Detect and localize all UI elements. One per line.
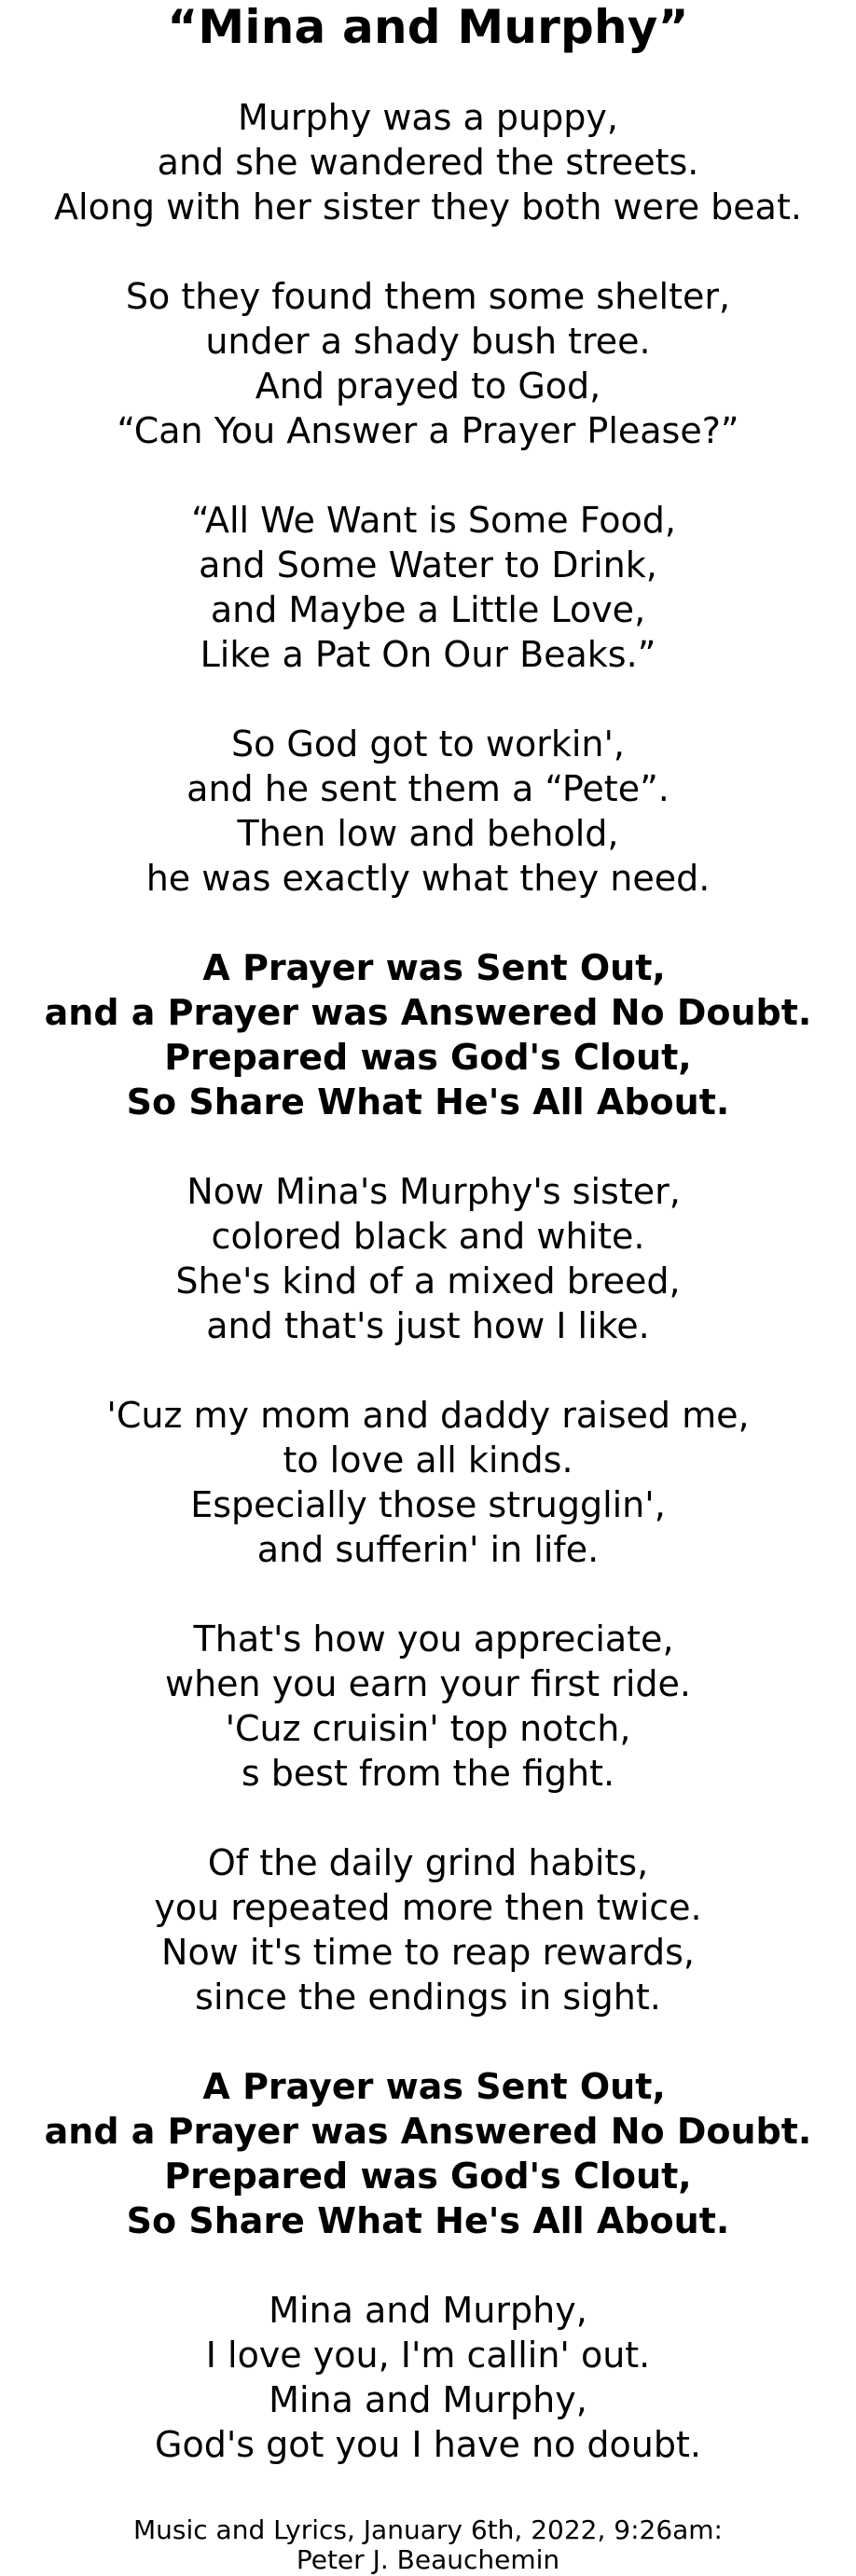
lyric-line: Especially those strugglin', [190, 1484, 666, 1525]
lyric-line: you repeated more then twice. [154, 1887, 702, 1928]
lyric-line: and a Prayer was Answered No Doubt. [44, 992, 812, 1033]
credits [0, 2515, 856, 2575]
verse-stanza [0, 722, 856, 901]
lyric-line: and sufferin' in life. [256, 1529, 600, 1570]
verse-stanza [0, 1617, 856, 1796]
credits-line-date: Music and Lyrics, January 6th, 2022, 9:26am: [132, 2514, 723, 2545]
lyric-line: Now it's time to reap rewards, [161, 1932, 695, 1973]
verse-stanza [0, 1169, 856, 1348]
lyric-line: s best from the fight. [241, 1753, 615, 1794]
lyric-line: Murphy was a puppy, [238, 97, 618, 138]
lyric-line: God's got you I have no doubt. [155, 2424, 701, 2465]
lyric-line: and she wandered the streets. [157, 142, 699, 183]
verse-stanza [0, 95, 856, 229]
verse-stanza [0, 274, 856, 453]
lyric-line: Now Mina's Murphy's sister, [175, 1171, 681, 1212]
lyric-line: colored black and white. [211, 1216, 645, 1257]
lyric-line: And prayed to God, [255, 365, 601, 406]
verse-stanza [0, 1393, 856, 1572]
lyric-line: I love you, I'm callin' out. [205, 2335, 651, 2376]
lyric-line: So Share What He's All About. [126, 2200, 730, 2241]
lyric-line: and that's just how I like. [206, 1305, 650, 1346]
credits-line-author: Peter J. Beauchemin [296, 2544, 560, 2575]
lyric-line: and a Prayer was Answered No Doubt. [44, 2111, 812, 2152]
lyric-line: So God got to workin', [230, 723, 626, 765]
lyric-line: Mina and Murphy, [269, 2290, 587, 2331]
lyric-line: “Can You Answer a Prayer Please?” [117, 410, 739, 451]
song-title: “Mina and Murphy” [167, 0, 689, 54]
lyric-line: A Prayer was Sent Out, [190, 947, 666, 988]
lyric-line: A Prayer was Sent Out, [190, 2066, 666, 2107]
verse-stanza [0, 498, 856, 677]
lyric-line: That's how you appreciate, [182, 1619, 674, 1660]
lyric-line: since the endings in sight. [195, 1977, 661, 2018]
lyric-line: Along with her sister they both were beat. [54, 186, 802, 227]
lyric-line: Like a Pat On Our Beaks.” [200, 634, 656, 675]
lyric-line: 'Cuz cruisin' top notch, [225, 1708, 631, 1749]
chorus-stanza [0, 945, 856, 1124]
lyric-line: he was exactly what they need. [145, 858, 711, 899]
lyric-line: to love all kinds. [283, 1440, 573, 1481]
lyric-line: 'Cuz my mom and daddy raised me, [106, 1395, 750, 1436]
verse-stanza [0, 1840, 856, 2019]
lyric-line: and Some Water to Drink, [199, 544, 657, 585]
stanza-list [0, 95, 856, 2467]
chorus-stanza [0, 2064, 856, 2243]
lyric-line: Then low and behold, [237, 813, 619, 854]
lyric-line: when you earn your first ride. [164, 1663, 691, 1704]
lyric-line: Mina and Murphy, [269, 2379, 587, 2420]
lyric-line: She's kind of a mixed breed, [175, 1260, 681, 1302]
verse-stanza [0, 2288, 856, 2467]
lyric-line: and Maybe a Little Love, [210, 589, 646, 630]
lyric-line: So Share What He's All About. [126, 1081, 730, 1123]
lyric-line: “All We Want is Some Food, [180, 500, 676, 541]
lyric-line: and he sent them a “Pete”. [186, 768, 670, 809]
lyric-line: Prepared was God's Clout, [164, 1037, 692, 1078]
lyric-line: Of the daily grind habits, [207, 1842, 649, 1883]
lyric-line: Prepared was God's Clout, [164, 2156, 692, 2197]
lyric-line: under a shady bush tree. [205, 321, 651, 362]
lyric-line: So they found them some shelter, [125, 276, 731, 317]
